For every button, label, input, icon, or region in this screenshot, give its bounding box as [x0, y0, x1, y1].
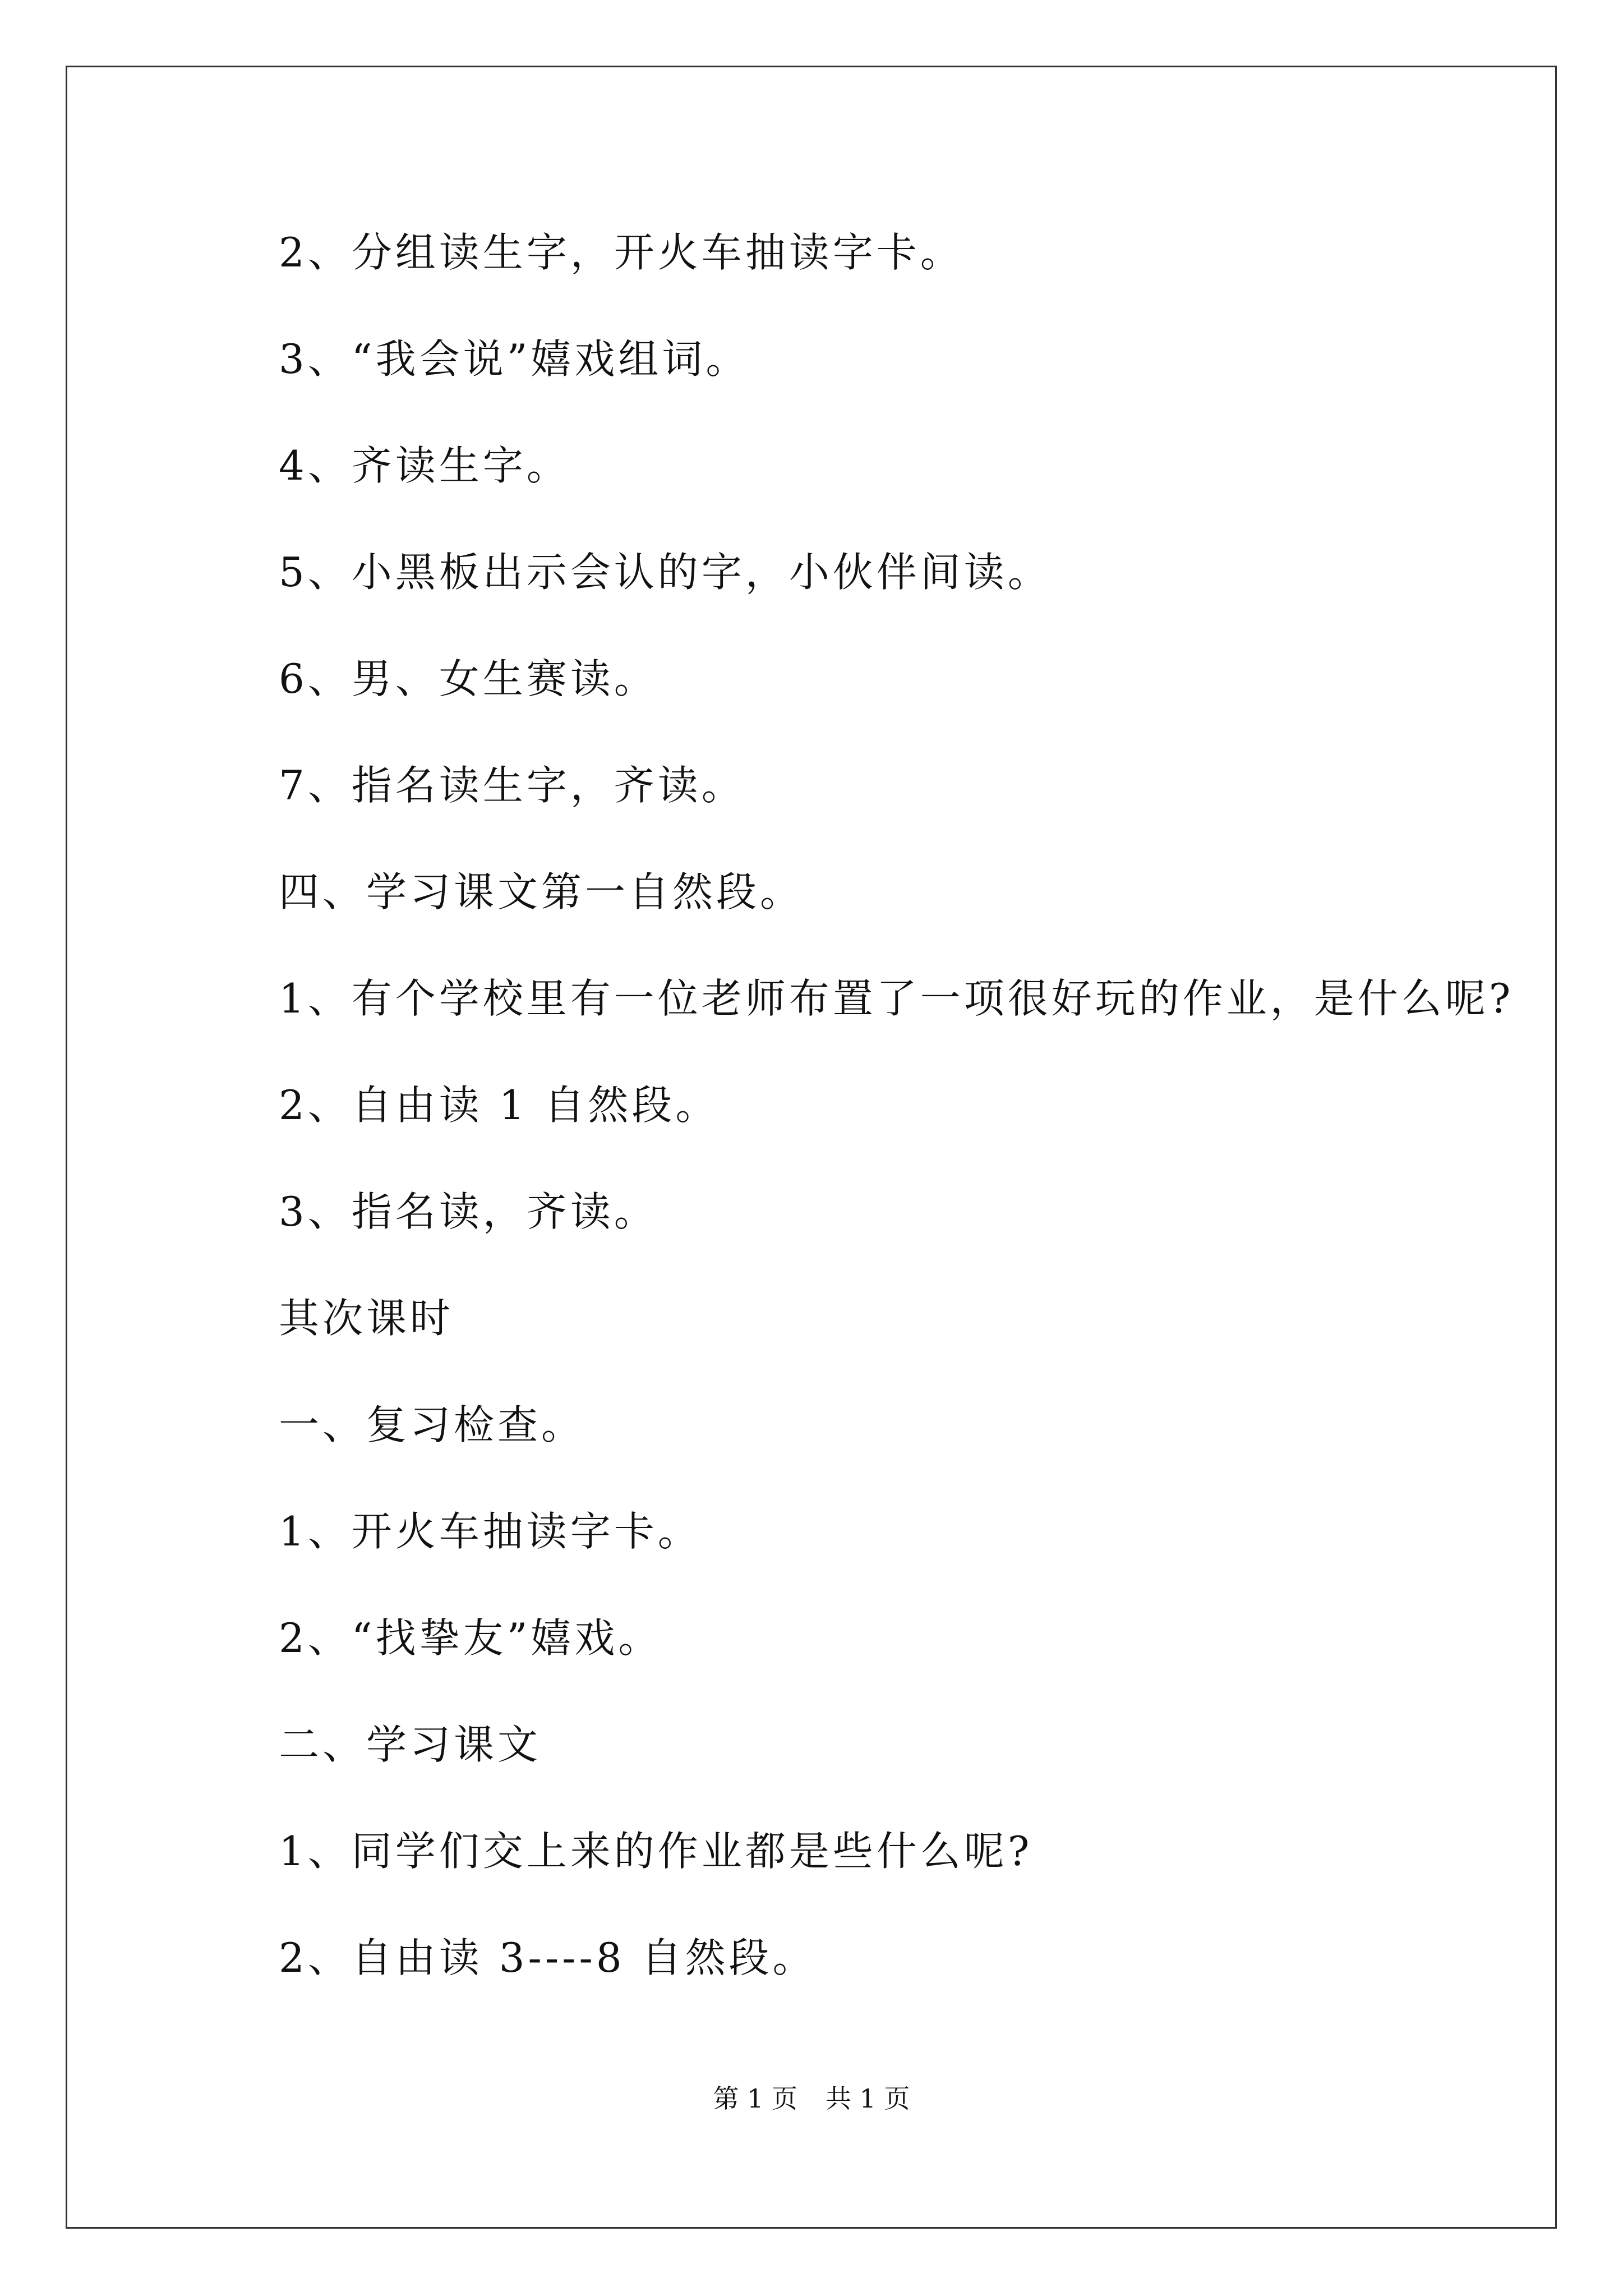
page-number: 第 1 页	[713, 2083, 797, 2114]
text-line: 3、指名读，齐读。	[279, 1188, 658, 1235]
text-line: 1、同学们交上来的作业都是些什么呢?	[279, 1828, 1033, 1875]
text-line: 1、有个学校里有一位老师布置了一项很好玩的作业，是什么呢?	[279, 975, 1514, 1022]
text-line: 5、小黑板出示会认的字，小伙伴间读。	[279, 549, 1052, 596]
section-heading: 四、学习课文第一自然段。	[279, 868, 804, 915]
text-line: 1、开火车抽读字卡。	[279, 1508, 702, 1555]
text-line: 2、自由读 1 自然段。	[279, 1082, 720, 1129]
section-heading: 一、复习检查。	[279, 1401, 585, 1448]
page-total: 共 1 页	[826, 2083, 910, 2114]
document-body	[279, 219, 1514, 2031]
section-heading: 其次课时	[279, 1295, 454, 1342]
text-line: 6、男、女生赛读。	[279, 655, 658, 702]
text-line: 2、“找挚友”嬉戏。	[279, 1614, 662, 1662]
text-line: 7、指名读生字，齐读。	[279, 762, 745, 809]
text-line: 3、“我会说”嬉戏组词。	[279, 335, 750, 383]
section-heading: 二、学习课文	[279, 1721, 542, 1768]
text-line: 4、齐读生字。	[279, 442, 570, 489]
page-footer	[0, 2082, 1623, 2115]
text-line: 2、自由读 3----8 自然段。	[279, 1934, 817, 1981]
text-line: 2、分组读生字，开火车抽读字卡。	[279, 229, 964, 276]
